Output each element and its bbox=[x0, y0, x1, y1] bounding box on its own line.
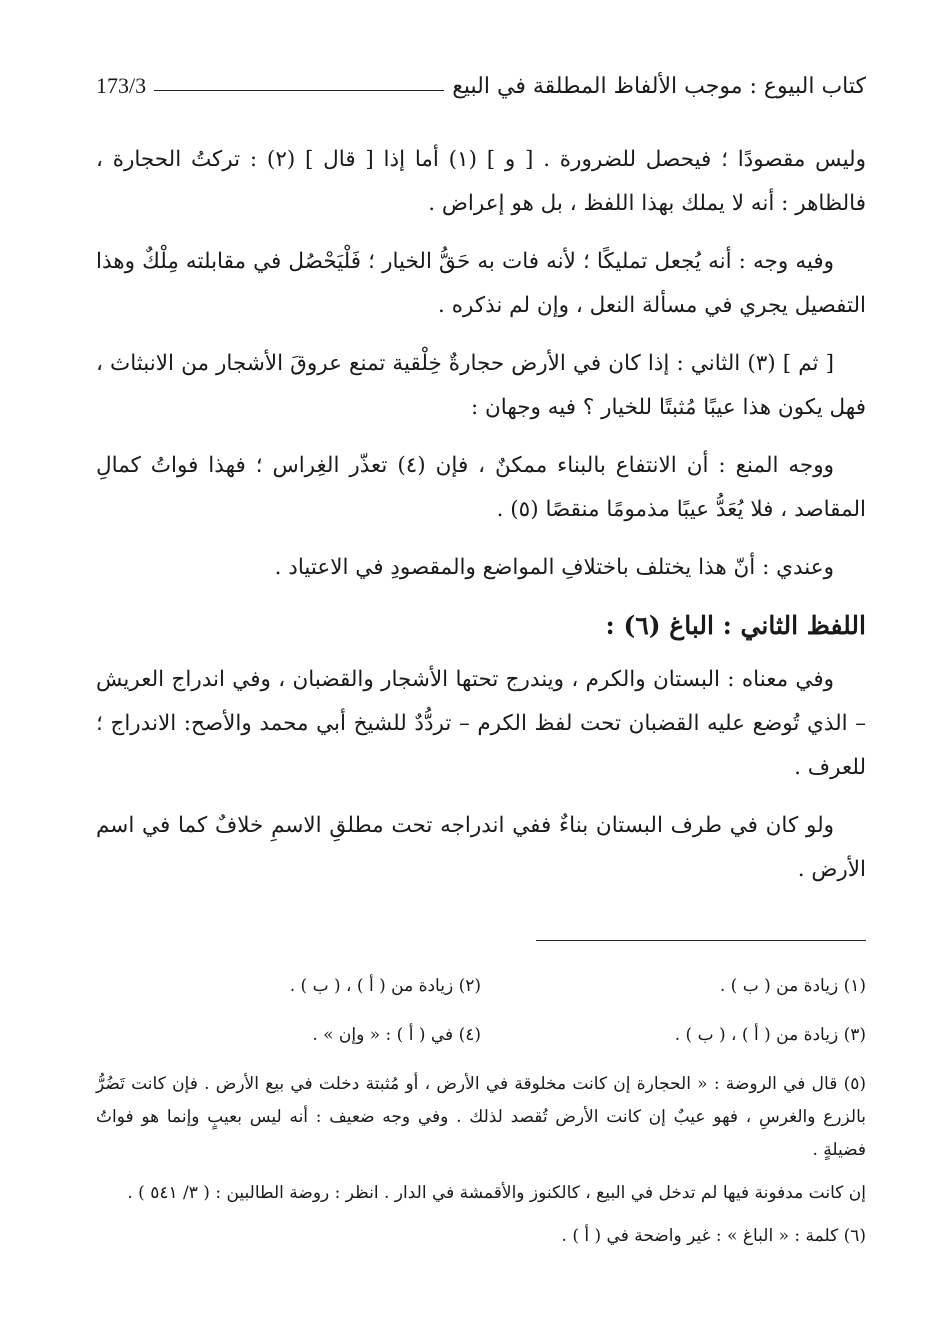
footnote-6: (٦) كلمة : « الباغ » : غير واضحة في ( أ ) . bbox=[561, 1226, 866, 1246]
footnote-rule bbox=[536, 940, 866, 941]
paragraph-6: وفي معناه : البستان والكرم ، ويندرج تحتها الأشجار والقضبان ، وفي اندراج العريش – الذي تُوضع عليه القضبان تحت لفظ الكرم – تردُّدٌ للشيخ أبي محمد والأصح: الاندراج ؛ للعرف . bbox=[96, 667, 866, 780]
paragraph-5: وعندي : أنّ هذا يختلف باختلافِ المواضع والمقصودِ في الاعتياد . bbox=[274, 555, 834, 580]
footnote-1: (١) زيادة من ( ب ) . bbox=[719, 976, 866, 996]
footnote-5: (٥) قال في الروضة : « الحجارة إن كانت مخلوقة في الأرض ، أو مُثبتة دخلت في بيع الأرض . فإن كانت تَضُرُّ بالزرع والغرسِ ، فهو عيبٌ إن كانت الأرض تُقصد لذلك . وفي وجه ضعيف : أنه ليس بعيبٍ وإنما هو فواتُ فضيلةٍ . bbox=[96, 1074, 866, 1160]
paragraph-1: وليس مقصودًا ؛ فيحصل للضرورة . [ و ] (١) أما إذا [ قال ] (٢) : تركتُ الحجارة ، فالظاهر : أنه لا يملك بهذا اللفظ ، بل هو إعراض . bbox=[96, 147, 866, 216]
footnotes bbox=[96, 970, 866, 1263]
paragraph-3: [ ثم ] (٣) الثاني : إذا كان في الأرض حجارةٌ خِلْقية تمنع عروقَ الأشجار من الانبثاث ، فهل يكون هذا عيبًا مُثبتًا للخيار ؟ فيه وجهان : bbox=[96, 351, 866, 420]
paragraph-7: ولو كان في طرف البستان بناءٌ ففي اندراجه تحت مطلقِ الاسمِ خلافٌ كما في اسم الأرض . bbox=[96, 813, 866, 882]
footnote-5-continued: إن كانت مدفونة فيها لم تدخل في البيع ، كالكنوز والأقمشة في الدار . انظر : روضة الطالبين : ( ٣/ ٥٤١ ) . bbox=[127, 1183, 866, 1203]
page-header bbox=[96, 66, 866, 106]
header-rule bbox=[154, 90, 444, 91]
footnote-4: (٤) في ( أ ) : « وإن » . bbox=[312, 1025, 481, 1045]
running-title: كتاب البيوع : موجب الألفاظ المطلقة في البيع bbox=[452, 73, 866, 99]
footnote-row-2 bbox=[96, 1019, 866, 1052]
footnote-row-1 bbox=[96, 970, 866, 1003]
main-text bbox=[96, 138, 866, 906]
paragraph-2: وفيه وجه : أنه يُجعل تمليكًا ؛ لأنه فات به حَقُّ الخيار ؛ فَلْيَحْصُل في مقابلته مِلْكٌ وهذا التفصيل يجري في مسألة النعل ، وإن لم نذكره . bbox=[96, 249, 866, 318]
page-number: 173/3 bbox=[96, 73, 147, 98]
footnote-3: (٣) زيادة من ( أ ) ، ( ب ) . bbox=[674, 1025, 866, 1045]
section-heading: اللفظ الثاني : الباغ (٦) : bbox=[605, 611, 866, 640]
paragraph-4: ووجه المنع : أن الانتفاع بالبناء ممكنٌ ، فإن (٤) تعذّر الغِراس ؛ فهذا فواتُ كمالِ المقاصد ، فلا يُعَدُّ عيبًا مذمومًا منقصًا (٥) . bbox=[96, 453, 866, 522]
footnote-2: (٢) زيادة من ( أ ) ، ( ب ) . bbox=[289, 976, 481, 996]
